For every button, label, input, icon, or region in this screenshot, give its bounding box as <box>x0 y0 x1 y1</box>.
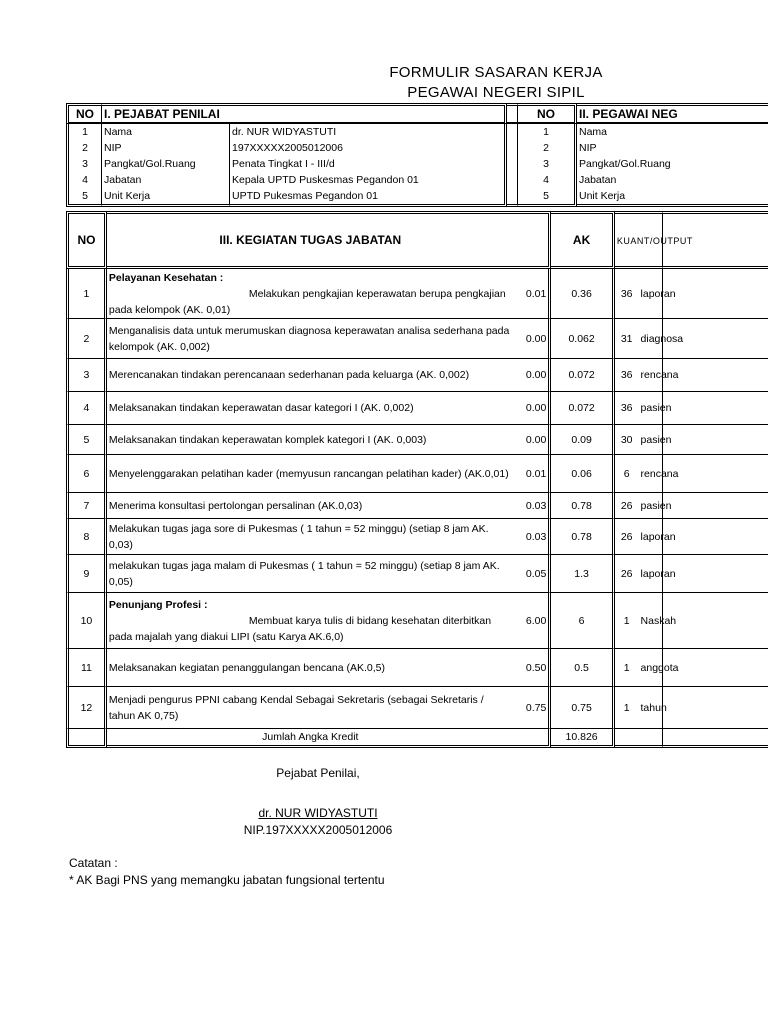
table-row: 8 Melakukan tugas jaga sore di Pukesmas ( 1 tahun = 52 minggu) (setiap 8 jam AK. 0,03) 0.03 0.78 26 laporan <box>66 519 768 555</box>
signer-name: dr. NUR WIDYASTUTI <box>258 806 378 820</box>
identity-header-row <box>66 103 768 124</box>
identity-row: 2 NIP 197XXXXX2005012006 2 NIP <box>66 140 768 156</box>
signer-nip: NIP.197XXXXX2005012006 <box>243 823 393 837</box>
table-row: 9 melakukan tugas jaga malam di Pukesmas ( 1 tahun = 52 minggu) (setiap 8 jam AK. 0,05) 0.05 1.3 26 laporan <box>66 555 768 593</box>
identity-row: 5 Unit Kerja UPTD Pukesmas Pegandon 01 5 Unit Kerja <box>66 188 768 207</box>
col-no2-header: NO <box>518 103 577 124</box>
table-row: 3 Merencanakan tindakan perencanaan sederhanan pada keluarga (AK. 0,002) 0.00 0.072 36 rencana <box>66 359 768 392</box>
identity-row: 1 Nama dr. NUR WIDYASTUTI 1 Nama <box>66 124 768 140</box>
activities-header-row <box>66 211 768 269</box>
activities-table <box>66 211 768 748</box>
form-subtitle: PEGAWAI NEGERI SIPIL <box>407 84 585 101</box>
col-kuant-header: KUANT/OUTPUT <box>616 236 693 246</box>
table-row: 12 Menjadi pengurus PPNI cabang Kendal Sebagai Sekretaris (sebagai Sekretaris / tahun AK 0,75) 0.75 0.75 1 tahun <box>66 687 768 729</box>
table-row: 5 Melaksanakan tindakan keperawatan komplek kategori I (AK. 0,003) 0.00 0.09 30 pasien <box>66 425 768 455</box>
identity-table <box>66 103 768 207</box>
total-value: 10.826 <box>551 729 614 748</box>
table-row: 10 Penunjang Profesi : Membuat karya tulis di bidang kesehatan diterbitkan pada majalah yang diakui LIPI (satu Karya AK.6,0) 6.00 6 1 Naskah <box>66 593 768 649</box>
table-row: 1 Pelayanan Kesehatan : Melakukan pengkajian keperawatan berupa pengkajian pada kelompok (AK. 0,01) 0.01 0.36 36 laporan <box>66 269 768 319</box>
col-kegiatan-header: III. KEGIATAN TUGAS JABATAN <box>107 211 514 269</box>
table-row: 7 Menerima konsultasi pertolongan persalinan (AK.0,03) 0.03 0.78 26 pasien <box>66 493 768 519</box>
identity-row: 3 Pangkat/Gol.Ruang Penata Tingkat I - III/d 3 Pangkat/Gol.Ruang <box>66 156 768 172</box>
total-label: Jumlah Angka Kredit <box>107 729 514 748</box>
table-row: 6 Menyelenggarakan pelatihan kader (memyusun rancangan pelatihan kader) (AK.0,01) 0.01 0.06 6 rencana <box>66 455 768 493</box>
pejabat-penilai-header: I. PEJABAT PENILAI <box>102 103 230 124</box>
identity-row: 4 Jabatan Kepala UPTD Puskesmas Pegandon 01 4 Jabatan <box>66 172 768 188</box>
catatan-text: * AK Bagi PNS yang memangku jabatan fungsional tertentu <box>69 873 385 887</box>
col-no-header: NO <box>66 211 107 269</box>
table-row: 11 Melaksanakan kegiatan penanggulangan bencana (AK.0,5) 0.50 0.5 1 anggota <box>66 649 768 687</box>
col-ak-header: AK <box>551 211 614 269</box>
pegawai-header: II. PEGAWAI NEG <box>577 103 768 124</box>
form-tables <box>66 103 768 748</box>
pejabat-penilai-label: Pejabat Penilai, <box>276 766 360 780</box>
form-title: FORMULIR SASARAN KERJA <box>389 64 603 81</box>
catatan-label: Catatan : <box>69 856 118 870</box>
table-row: 2 Menganalisis data untuk merumuskan diagnosa keperawatan analisa sederhana pada kelompok (AK. 0,002) 0.00 0.062 31 diagnosa <box>66 319 768 359</box>
table-row: 4 Melaksanakan tindakan keperawatan dasar kategori I (AK. 0,002) 0.00 0.072 36 pasien <box>66 392 768 425</box>
total-row <box>66 729 768 748</box>
col-no-header: NO <box>66 103 102 124</box>
